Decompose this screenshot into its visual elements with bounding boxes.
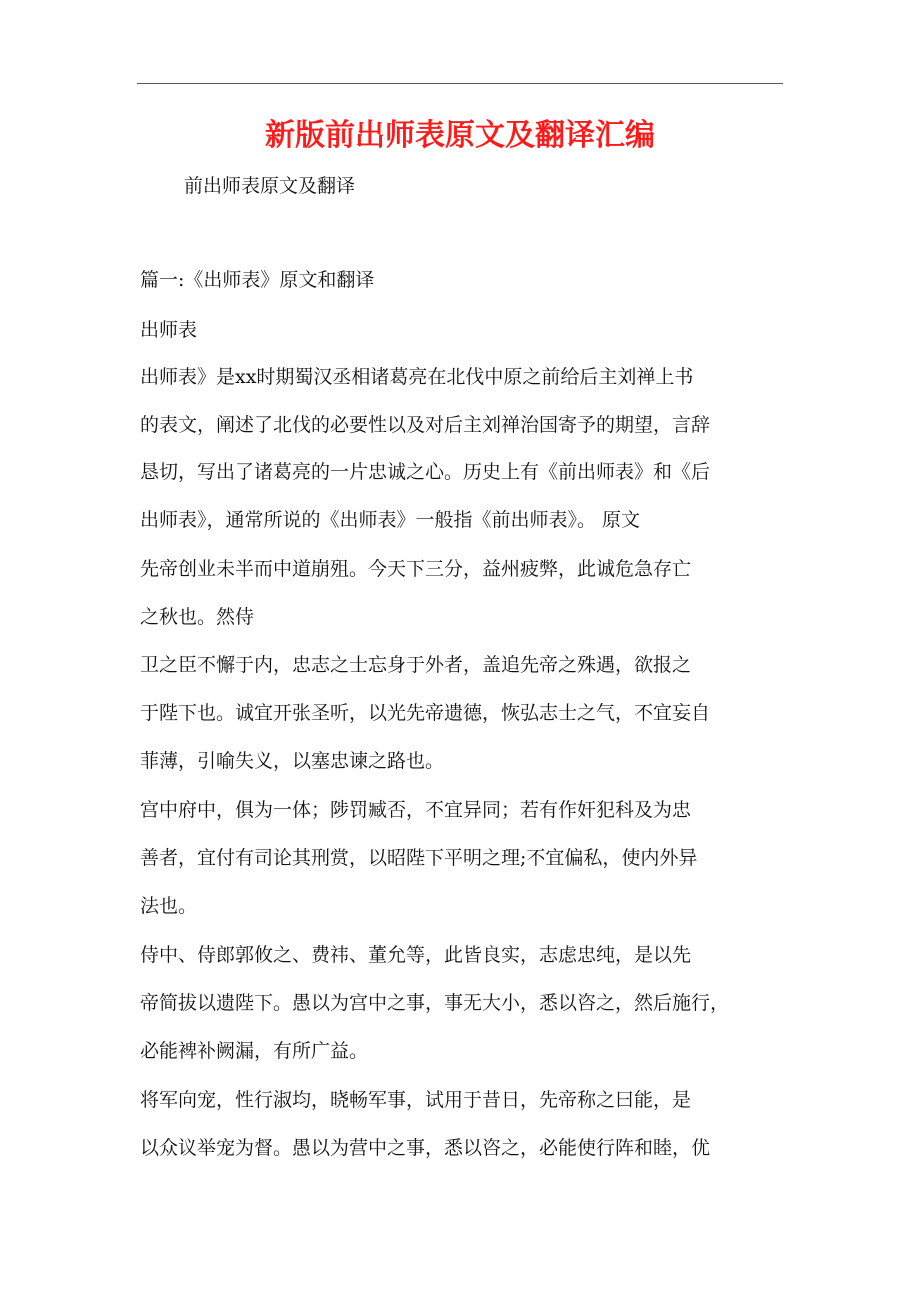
body-line: 法也。 [140,895,198,917]
body-line: 卫之臣不懈于内，忠志之士忘身于外者，盖追先帝之殊遇，欲报之 [140,654,692,676]
body-line: 出师表》是xx时期蜀汉丞相诸葛亮在北伐中原之前给后主刘禅上书 [140,366,694,388]
body-line: 将军向宠，性行淑均，晓畅军事，试用于昔日，先帝称之曰能，是 [140,1089,692,1111]
body-line: 侍中、侍郎郭攸之、费祎、董允等，此皆良实，志虑忠纯，是以先 [140,944,692,966]
body-line: 先帝创业未半而中道崩殂。今天下三分，益州疲弊，此诚危急存亡 [140,558,692,580]
body-line: 出师表》，通常所说的《出师表》一般指《前出师表》。 原文 [140,509,641,531]
body-line: 出师表 [140,319,198,341]
body-line: 菲薄，引喻失义，以塞忠谏之路也。 [140,750,445,772]
body-line: 以众议举宠为督。愚以为营中之事，悉以咨之，必能使行阵和睦，优 [140,1137,711,1159]
body-line: 篇一:《出师表》原文和翻译 [140,269,375,291]
body-line: 恳切，写出了诸葛亮的一片忠诚之心。历史上有《前出师表》和《后 [140,461,711,483]
document-title: 新版前出师表原文及翻译汇编 [265,118,655,153]
body-line: 宫中府中，俱为一体；陟罚臧否，不宜异同；若有作奸犯科及为忠 [140,799,692,821]
body-line: 善者，宜付有司论其刑赏，以昭陛下平明之理;不宜偏私，使内外异 [140,847,698,869]
body-line: 之秋也。然侍 [140,606,255,628]
body-line: 必能裨补阙漏，有所广益。 [140,1040,369,1062]
body-line: 帝简拔以遗陛下。愚以为宫中之事，事无大小，悉以咨之，然后施行， [140,992,730,1014]
document-subtitle: 前出师表原文及翻译 [184,175,356,197]
body-line: 于陛下也。诚宜开张圣听，以光先帝遗德，恢弘志士之气，不宜妄自 [140,702,711,724]
body-line: 的表文，阐述了北伐的必要性以及对后主刘禅治国寄予的期望，言辞 [140,414,711,436]
header-rule [137,83,783,84]
